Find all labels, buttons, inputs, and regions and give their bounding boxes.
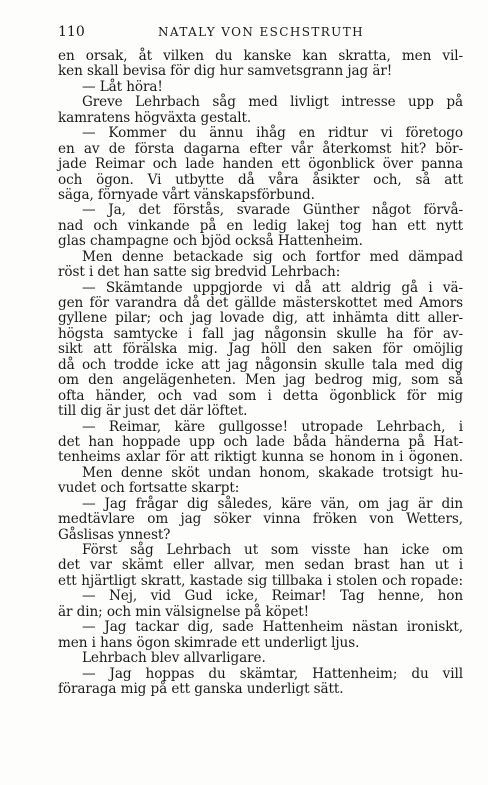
text-line: tenheims axlar för att riktigt kunna se honom in i ögonen.: [58, 449, 463, 466]
text-line: det han hoppade upp och lade båda händerna på Hat-: [58, 433, 463, 450]
text-line: då och trodde icke att jag någonsin skulle tala med dig: [58, 356, 463, 373]
text-line: till dig är just det där löftet.: [58, 403, 248, 420]
text-line: nad och vinkande på en ledig lakej tog han ett nytt: [58, 217, 463, 234]
text-line: en av de första dagarna efter vår återkomst hit? bör-: [58, 140, 463, 157]
text-line: Gåslisas ynnest?: [58, 526, 171, 543]
text-line: — Låt höra!: [82, 78, 163, 95]
text-line: — Jag tackar dig, sade Hattenheim nästan ironiskt,: [82, 619, 463, 636]
text-line: en orsak, åt vilken du kanske kan skratta, men vil-: [58, 48, 463, 64]
text-line: säga, förnyade vårt vänskapsförbund.: [58, 186, 315, 203]
text-line: vudet och fortsatte skarpt:: [58, 480, 240, 497]
text-line: Greve Lehrbach såg med livligt intresse upp på: [82, 94, 463, 111]
text-line: men i hans ögon skimrade ett underligt ljus.: [58, 634, 360, 651]
text-line: — Jag hoppas du skämtar, Hattenheim; du vill: [82, 665, 463, 682]
text-line: är din; och min välsignelse på köpet!: [58, 603, 309, 620]
text-line: ofta händer, och vad som i detta ögonblick för mig: [58, 387, 463, 404]
text-line: — Jag frågar dig således, käre vän, om jag är din: [82, 495, 463, 512]
text-line: gyllene pilar; och jag lovade dig, att inhämta ditt aller-: [58, 310, 463, 327]
page-header: [58, 24, 464, 44]
text-line: högsta samtycke i fall jag någonsin skulle ha för av-: [58, 325, 463, 342]
text-line: Men denne sköt undan honom, skakade trotsigt hu-: [82, 464, 463, 481]
page-number: 110: [58, 24, 85, 40]
text-line: Först såg Lehrbach ut som visste han icke om: [82, 542, 463, 558]
body-text: [58, 49, 463, 697]
text-line: Men denne betackade sig och fortfor med dämpad: [82, 248, 463, 265]
text-line: och ögon. Vi utbytte då våra åsikter och, så att: [58, 171, 463, 188]
text-line: — Ja, det förstås, svarade Günther något förvå-: [82, 202, 463, 219]
text-line: jade Reimar och lade handen ett ögonblick över panna: [58, 156, 463, 173]
text-line: — Skämtande uppgjorde vi då att aldrig gå i vä-: [82, 279, 463, 296]
text-line: röst i det han satte sig bredvid Lehrbach:: [58, 264, 341, 281]
text-line: — Nej, vid Gud icke, Reimar! Tag henne, hon: [82, 588, 463, 605]
text-line: föraraga mig på ett ganska underligt sätt.: [58, 680, 344, 697]
text-line: om den angelägenheten. Men jag bedrog mig, som så: [58, 372, 463, 389]
text-line: sikt att förälska mig. Jag höll den saken för omöjlig: [58, 341, 463, 358]
text-line: gen för varandra då det gällde mästerskottet med Amors: [58, 295, 463, 311]
text-line: kamratens högväxta gestalt.: [58, 109, 252, 126]
text-line: — Kommer du ännu ihåg en ridtur vi företogo: [82, 125, 463, 142]
text-line: medtävlare om jag söker vinna fröken von Wetters,: [58, 511, 463, 528]
text-line: Lehrbach blev allvarligare.: [82, 650, 266, 667]
text-line: det var skämt eller allvar, men sedan brast han ut i: [58, 557, 463, 574]
text-line: ken skall bevisa för dig hur samvetsgrann jag är!: [58, 63, 393, 80]
text-line: ett hjärtligt skratt, kastade sig tillbaka i stolen och ropade:: [58, 572, 463, 589]
text-line: glas champagne och bjöd också Hattenheim.: [58, 233, 363, 250]
text-line: — Reimar, käre gullgosse! utropade Lehrbach, i: [82, 418, 463, 435]
running-title: NATALY VON ESCHSTRUTH: [158, 25, 364, 39]
